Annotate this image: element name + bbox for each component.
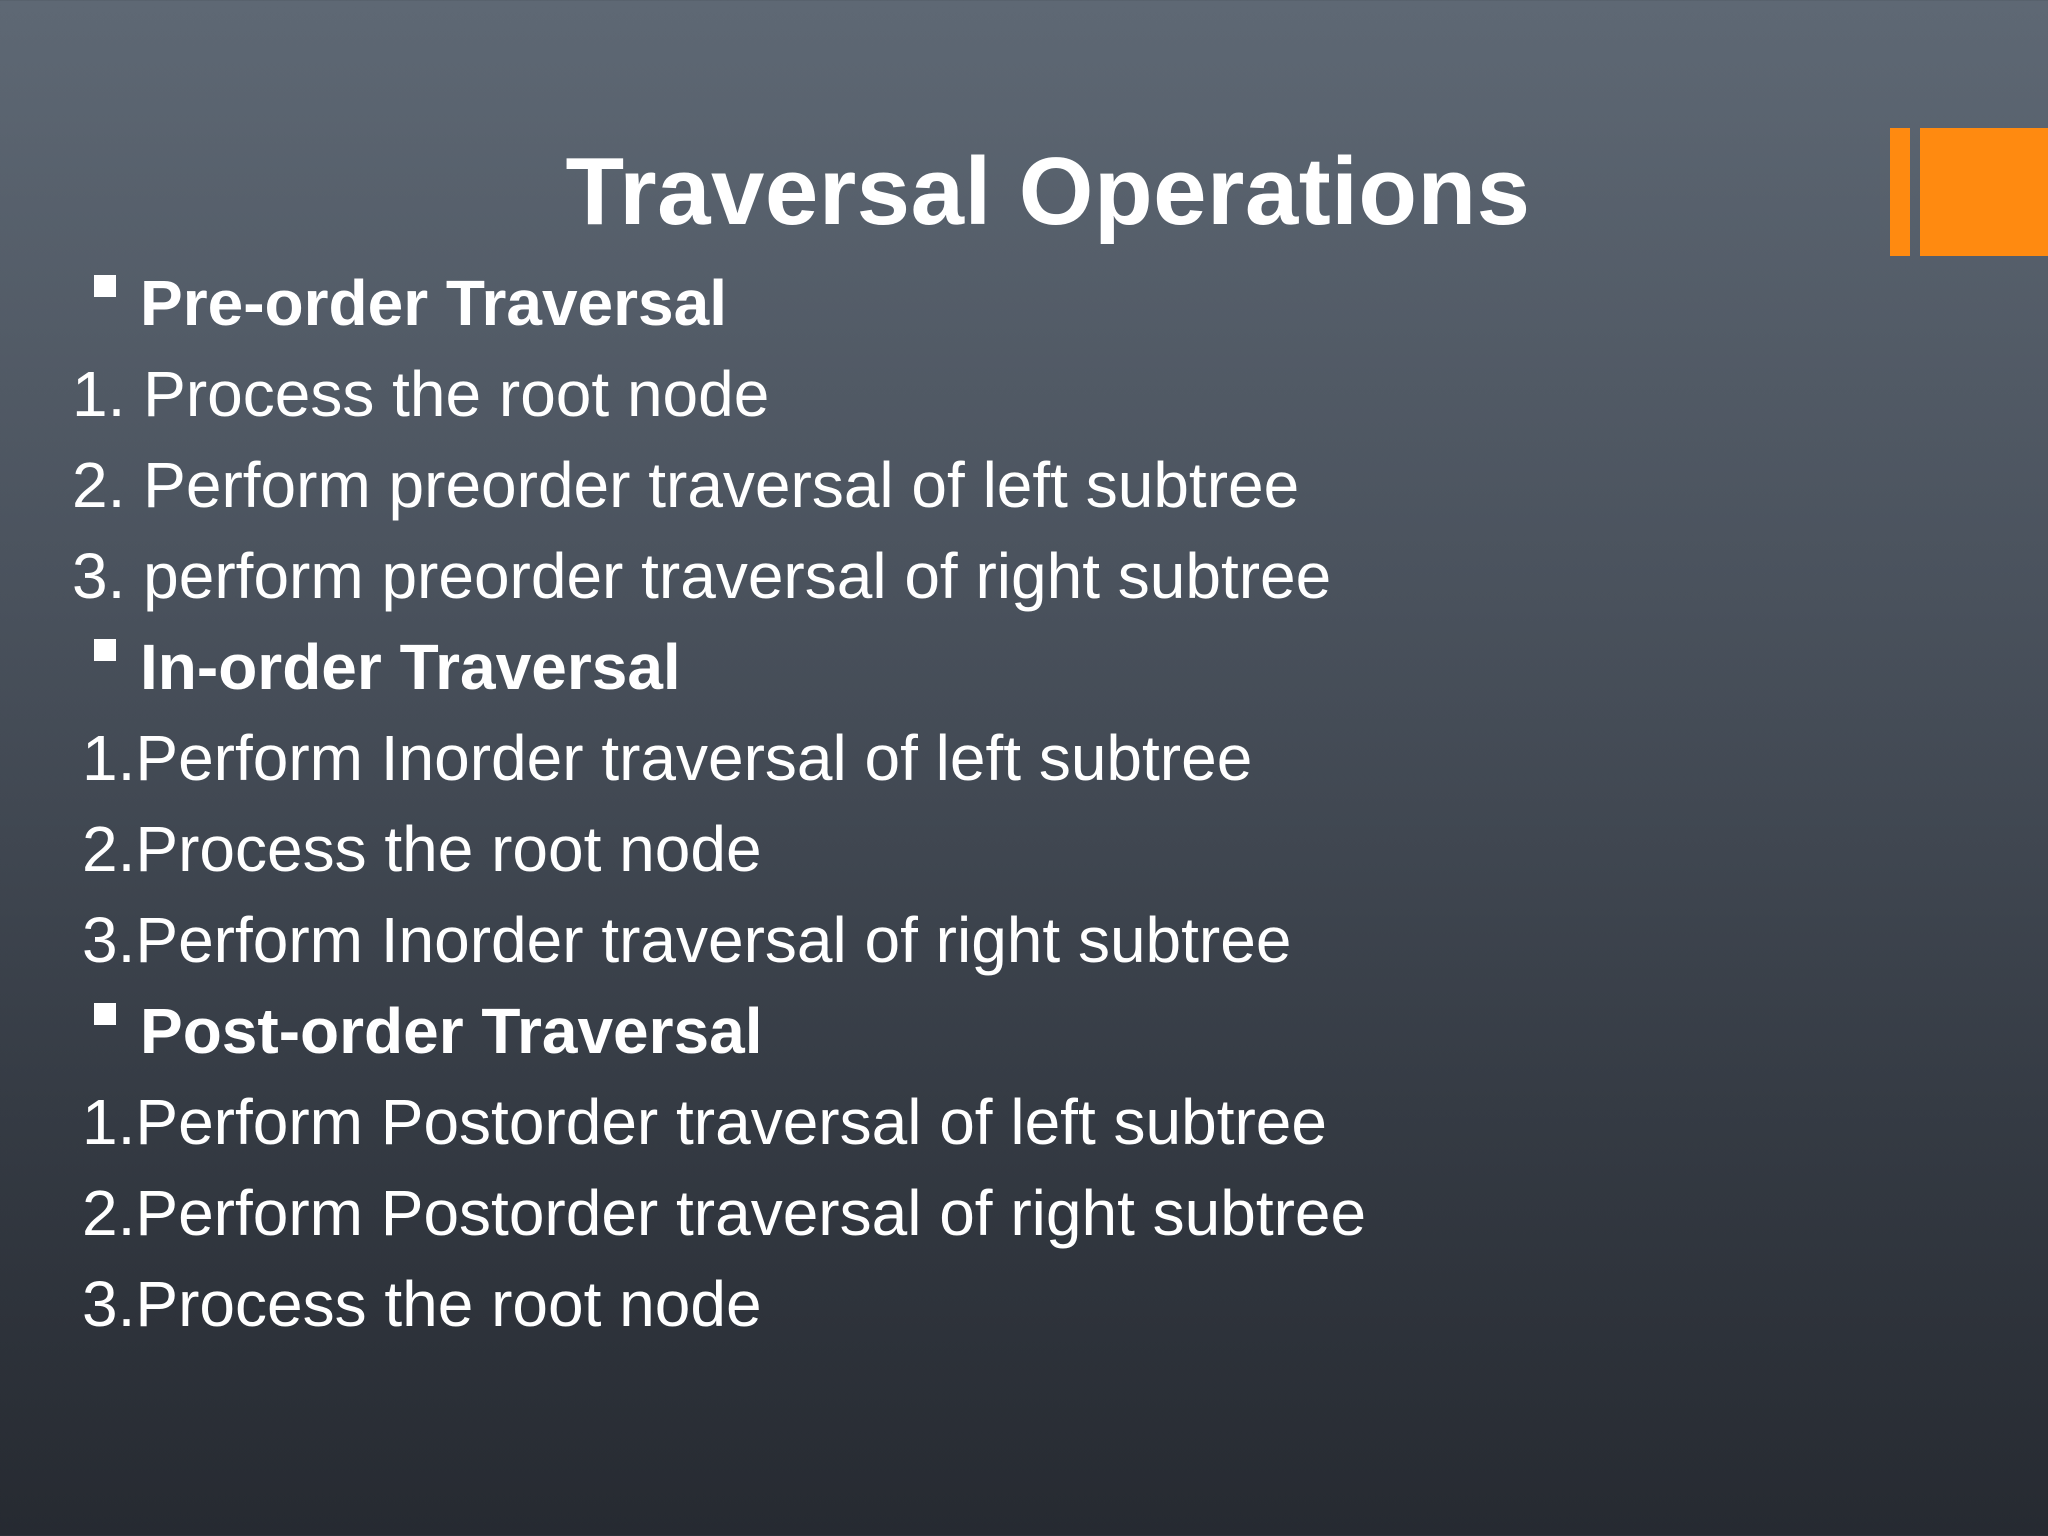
list-item: 1. Process the root node (72, 358, 770, 430)
section-heading-label: In-order Traversal (140, 631, 681, 703)
square-bullet-icon (94, 275, 116, 297)
list-item: 3. perform preorder traversal of right subtree (72, 540, 1332, 612)
list-item: 2.Perform Postorder traversal of right subtree (82, 1177, 1367, 1249)
section-heading-label: Pre-order Traversal (140, 267, 727, 339)
list-item: 1.Perform Postorder traversal of left subtree (82, 1086, 1327, 1158)
list-item: 2.Process the root node (82, 813, 762, 885)
square-bullet-icon (94, 1003, 116, 1025)
slide-title: Traversal Operations (565, 138, 1531, 245)
list-item: 1.Perform Inorder traversal of left subtree (82, 722, 1253, 794)
section-heading-postorder (72, 986, 1872, 1077)
section-heading-preorder (72, 258, 1872, 349)
slide-body (72, 258, 1872, 1350)
section-heading-inorder (72, 622, 1872, 713)
section-heading-label: Post-order Traversal (140, 995, 763, 1067)
list-item: 2. Perform preorder traversal of left subtree (72, 449, 1300, 521)
square-bullet-icon (94, 639, 116, 661)
list-item: 3.Perform Inorder traversal of right subtree (82, 904, 1292, 976)
list-item: 3.Process the root node (82, 1268, 762, 1340)
